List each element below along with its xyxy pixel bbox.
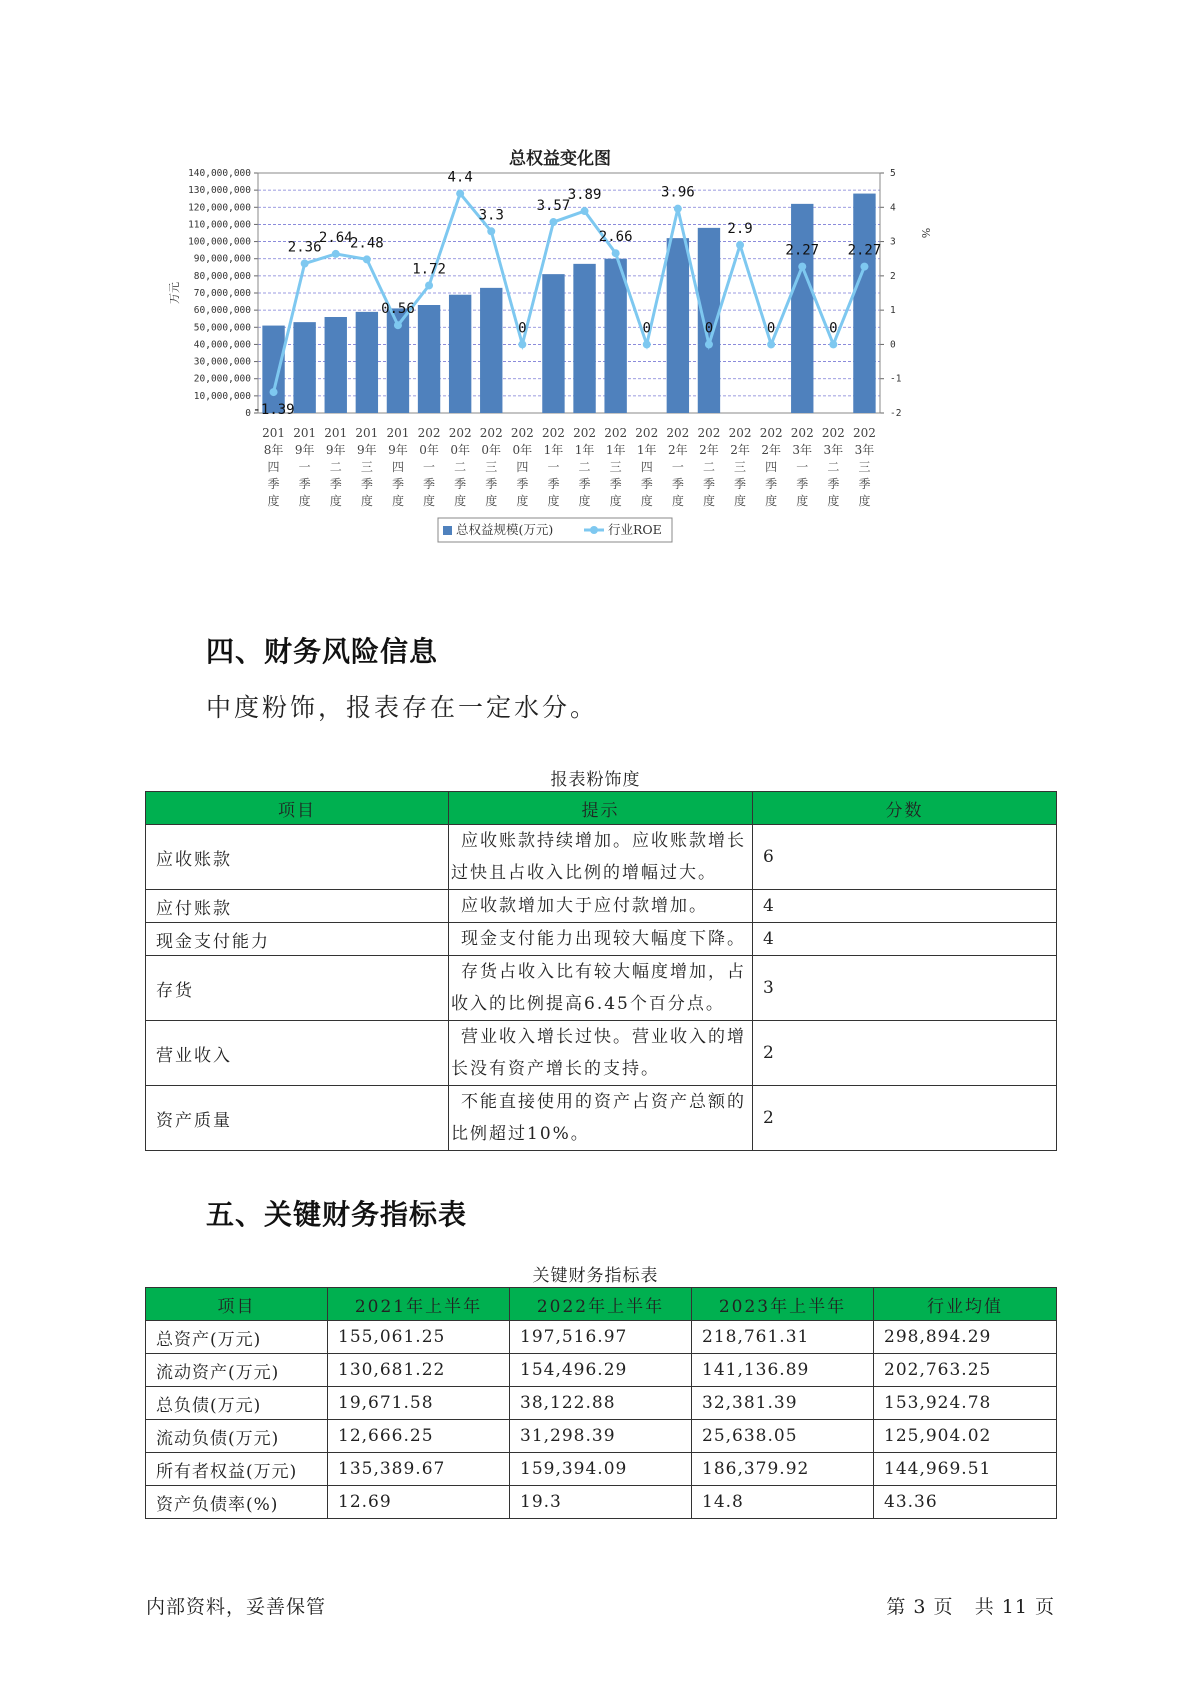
table-header-row <box>146 1288 1057 1321</box>
y-tick-label-right: 2 <box>890 270 896 282</box>
x-tick-label: 度 <box>702 494 715 508</box>
cell-2023h1: 186,379.92 <box>692 1453 874 1486</box>
x-tick-label: 二 <box>454 460 467 474</box>
row-item: 现金支付能力 <box>146 923 449 956</box>
x-tick-label: 四 <box>640 460 653 474</box>
x-tick-label: 一 <box>671 460 684 474</box>
bar <box>418 305 440 413</box>
x-tick-label: 202 <box>852 426 876 440</box>
cell-industry-avg: 144,969.51 <box>874 1453 1057 1486</box>
roe-data-label: 2.48 <box>349 235 384 252</box>
x-tick-label: 0年 <box>419 443 439 457</box>
section-4-heading: 四、财务风险信息 <box>206 635 439 668</box>
roe-point <box>705 340 713 348</box>
x-tick-label: 度 <box>485 494 498 508</box>
roe-data-label: -1.39 <box>252 402 295 419</box>
bar <box>356 312 378 413</box>
table-row <box>146 1486 1057 1519</box>
cell-industry-avg: 125,904.02 <box>874 1420 1057 1453</box>
x-tick-label: 度 <box>734 494 747 508</box>
x-tick-label: 季 <box>423 477 436 491</box>
row-item: 总负债(万元) <box>146 1387 328 1420</box>
x-tick-label: 202 <box>635 426 659 440</box>
x-tick-label: 季 <box>671 477 684 491</box>
cell-2022h1: 197,516.97 <box>510 1321 692 1354</box>
x-tick-label: 季 <box>734 477 747 491</box>
x-tick-label: 度 <box>267 494 280 508</box>
col-header-industry-avg: 行业均值 <box>874 1288 1057 1321</box>
table-row <box>146 890 1057 923</box>
x-tick-label: 度 <box>609 494 622 508</box>
col-header-item: 项目 <box>146 792 449 825</box>
x-tick-label: 季 <box>827 477 840 491</box>
x-tick-label: 201 <box>293 426 317 440</box>
y-tick-label-left: 100,000,000 <box>188 236 251 248</box>
cell-2023h1: 14.8 <box>692 1486 874 1519</box>
row-item: 应收账款 <box>146 825 449 890</box>
row-hint: 现金支付能力出现较大幅度下降。 <box>449 923 753 956</box>
x-tick-label: 一 <box>423 460 436 474</box>
x-tick-label: 三 <box>734 460 747 474</box>
x-tick-label: 季 <box>609 477 622 491</box>
legend-line-label: 行业ROE <box>608 522 662 537</box>
x-tick-label: 度 <box>423 494 436 508</box>
row-score: 4 <box>753 890 1057 923</box>
cell-2021h1: 12,666.25 <box>328 1420 510 1453</box>
row-hint: 营业收入增长过快。营业收入的增长没有资产增长的支持。 <box>449 1021 753 1086</box>
roe-point <box>363 255 371 263</box>
equity-chart <box>150 140 970 595</box>
roe-data-label: 2.27 <box>847 242 882 259</box>
row-item: 应付账款 <box>146 890 449 923</box>
x-tick-label: 度 <box>329 494 342 508</box>
row-item: 存货 <box>146 956 449 1021</box>
x-tick-label: 四 <box>391 460 404 474</box>
chart-svg <box>150 140 970 595</box>
row-hint: 存货占收入比有较大幅度增加，占收入的比例提高6.45个百分点。 <box>449 956 753 1021</box>
x-tick-label: 一 <box>298 460 311 474</box>
row-score: 4 <box>753 923 1057 956</box>
bar <box>449 295 471 413</box>
x-tick-label: 度 <box>547 494 560 508</box>
y-tick-label-left: 20,000,000 <box>193 373 251 385</box>
x-tick-label: 8年 <box>263 443 284 457</box>
x-tick-label: 四 <box>267 460 280 474</box>
roe-data-label: 2.9 <box>727 221 753 237</box>
bar <box>604 259 626 413</box>
table-row <box>146 1420 1057 1453</box>
x-tick-label: 1年 <box>574 443 595 457</box>
x-tick-label: 季 <box>765 477 778 491</box>
x-tick-label: 2年 <box>668 443 688 457</box>
x-tick-label: 201 <box>324 426 348 440</box>
x-tick-label: 202 <box>728 426 752 440</box>
section-5-heading: 五、关键财务指标表 <box>206 1198 468 1231</box>
risk-table-caption: 报表粉饰度 <box>550 770 641 790</box>
y-tick-label-right: -2 <box>890 408 902 419</box>
chart-title: 总权益变化图 <box>509 149 611 169</box>
row-item: 流动负债(万元) <box>146 1420 328 1453</box>
y-tick-label-left: 40,000,000 <box>193 339 251 351</box>
x-tick-label: 2年 <box>761 443 781 457</box>
y-tick-label-left: 30,000,000 <box>193 356 251 368</box>
x-tick-label: 三 <box>360 460 373 474</box>
roe-point <box>798 263 806 271</box>
page-number: 3 <box>913 1596 927 1618</box>
x-tick-label: 季 <box>391 477 404 491</box>
table-row <box>146 1321 1057 1354</box>
x-tick-label: 度 <box>360 494 373 508</box>
col-header-2022h1: 2022年上半年 <box>510 1288 692 1321</box>
roe-point <box>736 241 744 249</box>
cell-2022h1: 159,394.09 <box>510 1453 692 1486</box>
row-score: 2 <box>753 1021 1057 1086</box>
cell-2023h1: 25,638.05 <box>692 1420 874 1453</box>
y-tick-label-left: 130,000,000 <box>188 185 251 197</box>
cell-2022h1: 38,122.88 <box>510 1387 692 1420</box>
table-row <box>146 1453 1057 1486</box>
row-item: 流动资产(万元) <box>146 1354 328 1387</box>
x-tick-label: 二 <box>827 460 840 474</box>
x-tick-label: 度 <box>391 494 404 508</box>
x-tick-label: 202 <box>573 426 597 440</box>
table-row <box>146 825 1057 890</box>
x-tick-label: 202 <box>510 426 534 440</box>
row-score: 2 <box>753 1086 1057 1151</box>
y-tick-label-left: 50,000,000 <box>193 322 251 334</box>
x-tick-label: 二 <box>578 460 591 474</box>
page-prefix: 第 <box>886 1596 907 1618</box>
roe-data-label: 2.36 <box>287 239 322 256</box>
x-tick-label: 度 <box>454 494 467 508</box>
table-row <box>146 1086 1057 1151</box>
row-item: 营业收入 <box>146 1021 449 1086</box>
x-tick-label: 2年 <box>699 443 719 457</box>
y-tick-label-right: 3 <box>890 236 896 248</box>
x-tick-label: 9年 <box>388 443 408 457</box>
x-tick-label: 季 <box>329 477 342 491</box>
x-tick-label: 202 <box>479 426 503 440</box>
cell-2021h1: 12.69 <box>328 1486 510 1519</box>
x-tick-label: 202 <box>790 426 814 440</box>
y-tick-label-left: 90,000,000 <box>193 253 251 265</box>
x-tick-label: 201 <box>386 426 410 440</box>
x-tick-label: 1年 <box>636 443 657 457</box>
cell-industry-avg: 202,763.25 <box>874 1354 1057 1387</box>
col-header-2021h1: 2021年上半年 <box>328 1288 510 1321</box>
x-tick-label: 3年 <box>854 443 875 457</box>
x-tick-label: 一 <box>796 460 809 474</box>
bar <box>293 322 315 413</box>
x-tick-label: 202 <box>759 426 783 440</box>
row-score: 3 <box>753 956 1057 1021</box>
row-hint: 不能直接使用的资产占资产总额的比例超过10%。 <box>449 1086 753 1151</box>
roe-point <box>270 388 278 396</box>
x-tick-label: 季 <box>547 477 560 491</box>
x-tick-label: 度 <box>765 494 778 508</box>
roe-point <box>581 207 589 215</box>
footer-confidential: 内部资料，妥善保管 <box>146 1596 327 1618</box>
risk-table <box>145 791 1057 1151</box>
roe-point <box>860 263 868 271</box>
col-header-item: 项目 <box>146 1288 328 1321</box>
page-mid: 页 <box>933 1596 954 1618</box>
x-tick-label: 季 <box>454 477 467 491</box>
x-tick-label: 季 <box>485 477 498 491</box>
y-axis-label-right: % <box>919 227 932 239</box>
row-item: 资产质量 <box>146 1086 449 1151</box>
roe-point <box>518 340 526 348</box>
risk-summary: 中度粉饰，报表存在一定水分。 <box>206 693 599 722</box>
roe-data-label: 4.4 <box>447 169 473 186</box>
roe-point <box>487 227 495 235</box>
bar <box>325 317 347 413</box>
total-pages: 11 <box>1001 1596 1028 1618</box>
x-tick-label: 2年 <box>730 443 750 457</box>
cell-2023h1: 218,761.31 <box>692 1321 874 1354</box>
roe-point <box>767 340 775 348</box>
y-tick-label-right: 5 <box>890 168 896 179</box>
cell-2021h1: 135,389.67 <box>328 1453 510 1486</box>
cell-2021h1: 130,681.22 <box>328 1354 510 1387</box>
kpi-table-caption: 关键财务指标表 <box>532 1266 659 1286</box>
row-item: 所有者权益(万元) <box>146 1453 328 1486</box>
x-tick-label: 0年 <box>450 443 470 457</box>
y-tick-label-right: -1 <box>890 373 902 385</box>
roe-data-label: 3.57 <box>536 198 571 215</box>
bar <box>542 274 564 413</box>
x-tick-label: 0年 <box>481 443 502 457</box>
roe-point <box>829 340 837 348</box>
x-tick-label: 季 <box>702 477 715 491</box>
roe-data-label: 0 <box>518 320 527 337</box>
x-tick-label: 四 <box>765 460 778 474</box>
roe-point <box>549 218 557 226</box>
bar <box>853 194 875 413</box>
roe-data-label: 1.72 <box>412 261 446 278</box>
x-tick-label: 三 <box>858 460 871 474</box>
x-tick-label: 202 <box>541 426 565 440</box>
cell-2021h1: 19,671.58 <box>328 1387 510 1420</box>
y-tick-label-left: 10,000,000 <box>193 390 251 402</box>
legend-line-marker <box>590 526 598 534</box>
x-tick-label: 1年 <box>543 443 564 457</box>
bar <box>791 204 813 413</box>
cell-industry-avg: 298,894.29 <box>874 1321 1057 1354</box>
cell-2023h1: 32,381.39 <box>692 1387 874 1420</box>
table-row <box>146 923 1057 956</box>
x-tick-label: 度 <box>858 494 871 508</box>
row-item: 资产负债率(%) <box>146 1486 328 1519</box>
roe-data-label: 3.89 <box>567 187 602 204</box>
table-row <box>146 1387 1057 1420</box>
x-tick-label: 季 <box>640 477 653 491</box>
y-tick-label-left: 110,000,000 <box>188 219 251 231</box>
x-tick-label: 201 <box>355 426 379 440</box>
x-tick-label: 9年 <box>325 443 346 457</box>
row-score: 6 <box>753 825 1057 890</box>
x-tick-label: 度 <box>578 494 591 508</box>
x-tick-label: 202 <box>417 426 441 440</box>
x-tick-label: 度 <box>640 494 653 508</box>
cell-2023h1: 141,136.89 <box>692 1354 874 1387</box>
x-tick-label: 度 <box>671 494 684 508</box>
y-tick-label-right: 4 <box>890 202 896 214</box>
col-header-2023h1: 2023年上半年 <box>692 1288 874 1321</box>
roe-data-label: 0 <box>642 320 651 337</box>
table-row <box>146 1021 1057 1086</box>
x-tick-label: 一 <box>547 460 560 474</box>
roe-data-label: 2.64 <box>318 229 353 246</box>
x-tick-label: 3年 <box>792 443 813 457</box>
x-tick-label: 度 <box>298 494 311 508</box>
x-tick-label: 季 <box>298 477 311 491</box>
x-tick-label: 202 <box>821 426 845 440</box>
x-tick-label: 202 <box>666 426 690 440</box>
x-tick-label: 9年 <box>357 443 377 457</box>
total-suffix: 页 <box>1034 1596 1055 1618</box>
bar <box>262 326 284 413</box>
x-tick-label: 202 <box>697 426 721 440</box>
roe-point <box>425 281 433 289</box>
footer-page-info <box>886 1592 1055 1619</box>
x-tick-label: 二 <box>702 460 715 474</box>
roe-data-label: 3.3 <box>478 207 504 224</box>
roe-data-label: 0 <box>766 320 776 337</box>
x-tick-label: 202 <box>604 426 628 440</box>
x-tick-label: 季 <box>578 477 591 491</box>
roe-data-label: 0.56 <box>381 301 415 318</box>
cell-2022h1: 19.3 <box>510 1486 692 1519</box>
x-tick-label: 度 <box>827 494 840 508</box>
x-tick-label: 度 <box>516 494 529 508</box>
y-tick-label-right: 0 <box>890 339 896 351</box>
total-prefix: 共 <box>974 1596 995 1618</box>
x-tick-label: 季 <box>267 477 280 491</box>
x-tick-label: 度 <box>796 494 809 508</box>
y-tick-label-left: 0 <box>245 408 251 419</box>
table-row <box>146 1354 1057 1387</box>
row-hint: 应收款增加大于应付款增加。 <box>449 890 753 923</box>
col-header-score: 分数 <box>753 792 1057 825</box>
x-tick-label: 三 <box>609 460 622 474</box>
cell-2021h1: 155,061.25 <box>328 1321 510 1354</box>
x-tick-label: 0年 <box>512 443 533 457</box>
bar <box>480 288 502 413</box>
y-tick-label-left: 60,000,000 <box>193 305 251 317</box>
col-header-hint: 提示 <box>449 792 753 825</box>
cell-industry-avg: 153,924.78 <box>874 1387 1057 1420</box>
x-tick-label: 3年 <box>823 443 844 457</box>
table-row <box>146 956 1057 1021</box>
bar <box>667 238 689 413</box>
cell-industry-avg: 43.36 <box>874 1486 1057 1519</box>
x-tick-label: 二 <box>329 460 342 474</box>
y-tick-label-left: 120,000,000 <box>188 202 251 214</box>
roe-data-label: 0 <box>829 320 838 337</box>
x-tick-label: 季 <box>360 477 373 491</box>
legend-bar-label: 总权益规模(万元) <box>456 522 554 537</box>
roe-data-label: 2.27 <box>785 242 820 259</box>
roe-data-label: 3.96 <box>660 184 695 201</box>
x-tick-label: 202 <box>448 426 472 440</box>
x-tick-label: 1年 <box>605 443 626 457</box>
y-tick-label-right: 1 <box>890 305 896 317</box>
row-hint: 应收账款持续增加。应收账款增长过快且占收入比例的增幅过大。 <box>449 825 753 890</box>
cell-2022h1: 31,298.39 <box>510 1420 692 1453</box>
x-tick-label: 季 <box>796 477 809 491</box>
legend-bar-swatch <box>443 526 452 535</box>
roe-point <box>674 205 682 213</box>
y-tick-label-left: 70,000,000 <box>193 288 251 299</box>
x-tick-label: 季 <box>516 477 529 491</box>
roe-point <box>394 321 402 329</box>
roe-point <box>612 249 620 257</box>
cell-2022h1: 154,496.29 <box>510 1354 692 1387</box>
roe-point <box>456 190 464 198</box>
roe-point <box>643 340 651 348</box>
bar <box>573 264 595 413</box>
roe-data-label: 0 <box>704 320 714 337</box>
x-tick-label: 201 <box>262 426 286 440</box>
y-tick-label-left: 80,000,000 <box>193 270 251 282</box>
kpi-table <box>145 1287 1057 1519</box>
x-tick-label: 9年 <box>294 443 315 457</box>
table-header-row <box>146 792 1057 825</box>
y-axis-label-left: 万元 <box>168 282 181 304</box>
x-tick-label: 四 <box>516 460 529 474</box>
roe-point <box>301 260 309 268</box>
y-tick-label-left: 140,000,000 <box>188 168 251 179</box>
roe-point <box>332 250 340 258</box>
x-tick-label: 季 <box>858 477 871 491</box>
row-item: 总资产(万元) <box>146 1321 328 1354</box>
x-tick-label: 三 <box>485 460 498 474</box>
roe-data-label: 2.66 <box>598 229 633 246</box>
